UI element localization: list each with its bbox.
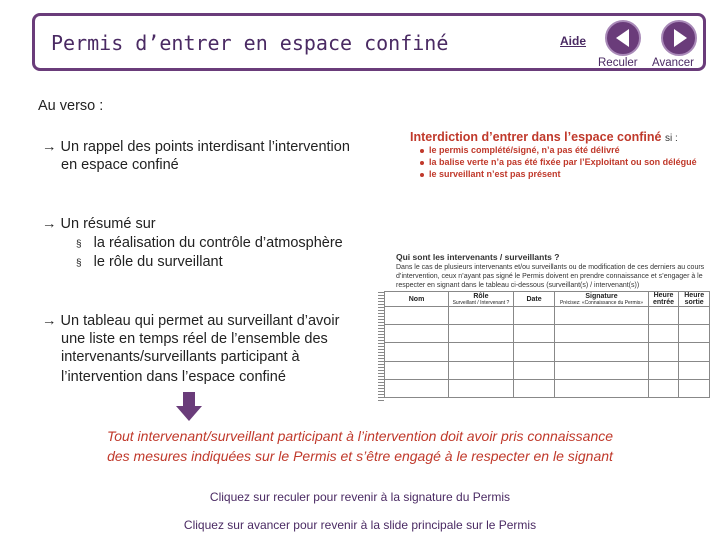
point3-line3: intervenants/surveillants participant à [61, 349, 300, 365]
table-cell [449, 307, 514, 325]
table-cell [555, 307, 648, 325]
table-cell [648, 325, 679, 343]
point2-sub2 [76, 253, 223, 273]
col-heure-sortie: Heure sortie [679, 292, 710, 307]
col-role: Rôle Surveillant / Intervenant ? [449, 292, 514, 307]
reculer-label[interactable]: Reculer [598, 57, 638, 69]
aide-link[interactable]: Aide [560, 34, 587, 48]
table-cell [679, 325, 710, 343]
table-row [385, 307, 710, 325]
page-title: Permis d’entrer en espace confiné [51, 31, 449, 55]
table-cell [513, 379, 555, 397]
table-cell [449, 379, 514, 397]
triangle-right-icon [663, 22, 695, 54]
point3-line4: l’intervention dans l’espace confiné [61, 369, 286, 385]
down-arrow-icon [176, 392, 202, 422]
bullet-icon [420, 149, 424, 153]
square-bullet-icon: § [76, 239, 82, 250]
arrow-icon: → [42, 313, 57, 329]
interdiction-item [420, 169, 561, 179]
point1-line2: en espace confiné [61, 157, 179, 173]
table-cell [449, 343, 514, 361]
interdiction-item-text: la balise verte n’a pas été fixée par l’Exploitant ou son délégué [429, 157, 697, 167]
table-cell [513, 325, 555, 343]
table-cell [648, 379, 679, 397]
table-row [385, 379, 710, 397]
col-signature: Signature Précisez: «Connaissance du Permis» [555, 292, 648, 307]
table-cell [513, 361, 555, 379]
interdiction-title-suffix: si : [664, 133, 678, 144]
point3-line2: une liste en temps réel de l’ensemble des [61, 331, 328, 347]
col-date: Date [513, 292, 555, 307]
point2-sub1-text: la réalisation du contrôle d’atmosphère [93, 235, 343, 251]
table-header-row [385, 292, 710, 307]
interdiction-title [410, 130, 678, 144]
header-bar [32, 13, 706, 71]
table-row [385, 361, 710, 379]
point3 [42, 312, 339, 330]
table-cell [385, 325, 449, 343]
table-cell [385, 307, 449, 325]
intervenants-table [384, 291, 710, 398]
col-heure-entree: Heure entrée [648, 292, 679, 307]
table-cell [648, 343, 679, 361]
interdiction-item [420, 157, 697, 167]
reculer-instruction-link[interactable]: Cliquez sur reculer pour revenir à la signature du Permis [209, 490, 511, 504]
table-cell [679, 343, 710, 361]
point2-title: Un résumé sur [60, 216, 156, 232]
intervenants-text-line: respecter en signant dans le tableau ci-dessous (surveillant(s) / intervenant(s)) [396, 282, 640, 289]
table-cell [385, 361, 449, 379]
table-cell [555, 379, 648, 397]
table-row [385, 343, 710, 361]
bullet-icon [420, 173, 424, 177]
triangle-left-icon [607, 22, 639, 54]
col-nom: Nom [385, 292, 449, 307]
table-cell [385, 343, 449, 361]
table-cell [648, 307, 679, 325]
point3-line1: Un tableau qui permet au surveillant d’avoir [60, 313, 340, 329]
interdiction-item-text: le permis complété/signé, n’a pas été délivré [429, 145, 620, 155]
table-cell [648, 361, 679, 379]
point2 [42, 215, 156, 233]
table-cell [449, 361, 514, 379]
arrow-icon: → [42, 216, 57, 232]
table-cell [385, 379, 449, 397]
arrow-icon: → [42, 139, 57, 155]
intervenants-text-line: Dans le cas de plusieurs intervenants et/ou surveillants ou de modification de ces derniers au cours [396, 264, 705, 271]
table-cell [679, 307, 710, 325]
bullet-icon [420, 161, 424, 165]
interdiction-item-text: le surveillant n’est pas présent [429, 169, 561, 179]
intervenants-heading: Qui sont les intervenants / surveillants ? [396, 252, 560, 262]
table-cell [679, 379, 710, 397]
reculer-button[interactable] [605, 20, 641, 56]
point2-sub2-text: le rôle du surveillant [93, 254, 223, 270]
table-row [385, 325, 710, 343]
square-bullet-icon: § [76, 258, 82, 269]
note-line1: Tout intervenant/surveillant participant à l’intervention doit avoir pris connaissance [106, 428, 614, 444]
point2-sub1 [76, 234, 343, 254]
point1 [42, 138, 350, 156]
table-cell [449, 325, 514, 343]
table-cell [555, 325, 648, 343]
interdiction-title-text: Interdiction d’entrer dans l’espace confiné [410, 130, 662, 144]
intervenants-text-line: d’intervention, ceux n’ayant pas signé le Permis doivent en prendre connaissance et s’engager à le [396, 273, 703, 280]
avancer-button[interactable] [661, 20, 697, 56]
table-cell [679, 361, 710, 379]
note-line2: des mesures indiquées sur le Permis et s’être engagé à le respecter en le signant [107, 448, 613, 464]
avancer-instruction-link[interactable]: Cliquez sur avancer pour revenir à la slide principale sur le Permis [183, 518, 537, 532]
interdiction-item [420, 145, 620, 155]
avancer-label[interactable]: Avancer [652, 57, 694, 69]
table-cell [555, 361, 648, 379]
table-cell [513, 343, 555, 361]
point1-line1: Un rappel des points interdisant l’intervention [60, 139, 350, 155]
table-cell [555, 343, 648, 361]
table-cell [513, 307, 555, 325]
verso-label: Au verso : [38, 98, 104, 114]
